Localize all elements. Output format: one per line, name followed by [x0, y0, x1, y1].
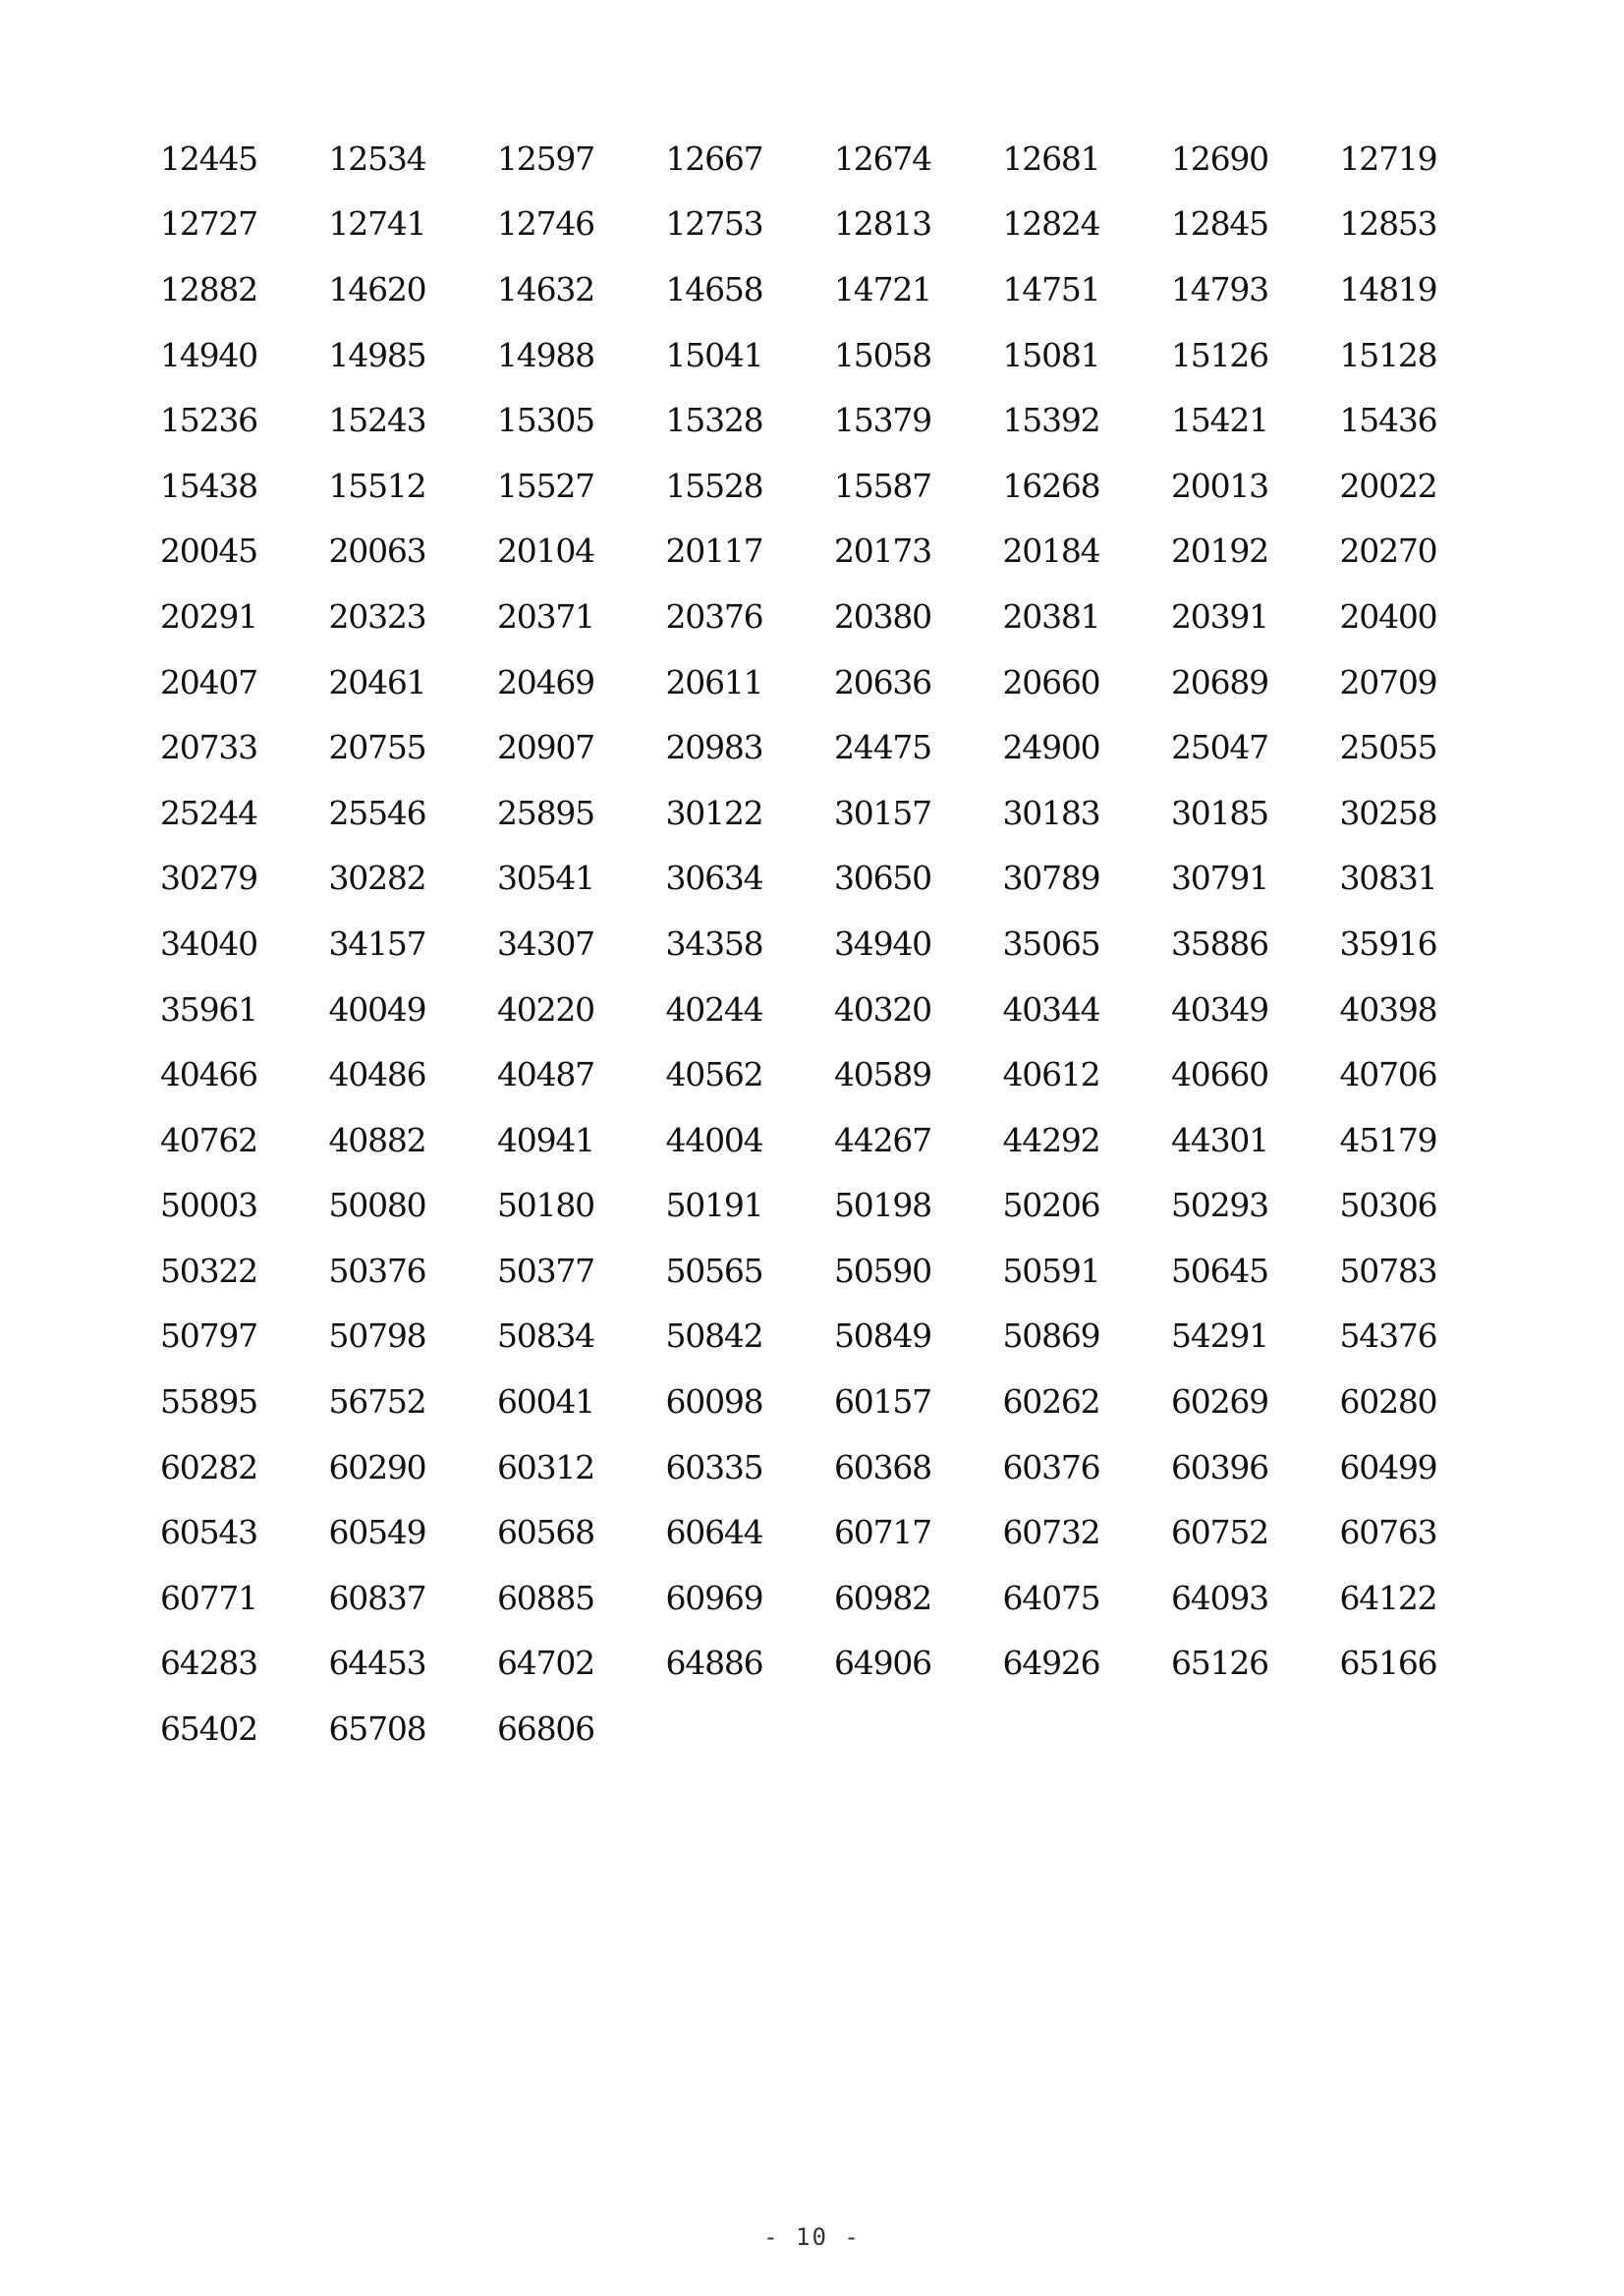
- number-cell: 15243: [328, 401, 426, 440]
- number-cell: 60282: [160, 1447, 257, 1486]
- number-cell: 12534: [328, 139, 426, 178]
- number-cell: 20407: [160, 662, 257, 701]
- number-cell: 12753: [665, 204, 763, 244]
- number-cell: 34157: [328, 924, 426, 963]
- number-cell: 50591: [1002, 1251, 1100, 1290]
- number-cell: 44301: [1171, 1120, 1268, 1159]
- number-cell: 40466: [160, 1055, 257, 1094]
- number-cell: 60543: [160, 1513, 257, 1552]
- number-cell: 25047: [1171, 728, 1268, 767]
- number-cell: 14985: [328, 335, 426, 374]
- number-cell: 60312: [497, 1447, 594, 1486]
- number-cell: 50842: [665, 1316, 763, 1356]
- number-cell: 16268: [1002, 466, 1100, 505]
- number-cell: 20013: [1171, 466, 1268, 505]
- number-cell: 12741: [328, 204, 426, 244]
- number-cell: 40882: [328, 1120, 426, 1159]
- number-cell: 64283: [160, 1644, 257, 1683]
- number-cell: 20611: [665, 662, 763, 701]
- number-cell: 50849: [834, 1316, 931, 1356]
- number-cell: 12681: [1002, 139, 1100, 178]
- number-cell: 64453: [328, 1644, 426, 1683]
- number-cell: 54376: [1339, 1316, 1437, 1356]
- number-cell: 15528: [665, 466, 763, 505]
- number-cell: 60157: [834, 1382, 931, 1422]
- number-cell: 12882: [160, 269, 257, 308]
- number-cell: 20291: [160, 596, 257, 636]
- number-cell: 60732: [1002, 1513, 1100, 1552]
- number-cell: 60098: [665, 1382, 763, 1422]
- number-cell: 60499: [1339, 1447, 1437, 1486]
- number-cell: 15305: [497, 401, 594, 440]
- number-cell: 20270: [1339, 532, 1437, 571]
- number-cell: 30541: [497, 859, 594, 898]
- number-cell: 14940: [160, 335, 257, 374]
- number-cell: 15236: [160, 401, 257, 440]
- number-cell: 20192: [1171, 532, 1268, 571]
- number-cell: 20104: [497, 532, 594, 571]
- number-cell: 44267: [834, 1120, 931, 1159]
- number-cell: 40349: [1171, 989, 1268, 1029]
- number-cell: 30279: [160, 859, 257, 898]
- number-cell: 30258: [1339, 793, 1437, 832]
- number-cell: 12690: [1171, 139, 1268, 178]
- number-cell: 30791: [1171, 859, 1268, 898]
- number-cell: 14658: [665, 269, 763, 308]
- number-cell: 15058: [834, 335, 931, 374]
- number-cell: 40398: [1339, 989, 1437, 1029]
- number-cell: 40941: [497, 1120, 594, 1159]
- number-cell: 30157: [834, 793, 931, 832]
- number-cell: 54291: [1171, 1316, 1268, 1356]
- number-cell: 20755: [328, 728, 426, 767]
- number-cell: 50590: [834, 1251, 931, 1290]
- number-cell: 60969: [665, 1578, 763, 1617]
- number-cell: 50191: [665, 1186, 763, 1225]
- number-cell: 30282: [328, 859, 426, 898]
- number-cell: 12674: [834, 139, 931, 178]
- number-cell: 30634: [665, 859, 763, 898]
- number-cell: 12719: [1339, 139, 1437, 178]
- page-number: - 10 -: [763, 2223, 861, 2251]
- number-cell: 12853: [1339, 204, 1437, 244]
- number-cell: 20469: [497, 662, 594, 701]
- number-cell: 60752: [1171, 1513, 1268, 1552]
- number-cell: 34040: [160, 924, 257, 963]
- number-cell: 30122: [665, 793, 763, 832]
- number-cell: 25055: [1339, 728, 1437, 767]
- number-cell: 60396: [1171, 1447, 1268, 1486]
- number-cell: 15436: [1339, 401, 1437, 440]
- number-cell: 60335: [665, 1447, 763, 1486]
- number-cell: 15126: [1171, 335, 1268, 374]
- number-cell: 50198: [834, 1186, 931, 1225]
- number-cell: 20709: [1339, 662, 1437, 701]
- number-cell: 60368: [834, 1447, 931, 1486]
- number-cell: 12667: [665, 139, 763, 178]
- number-cell: 40612: [1002, 1055, 1100, 1094]
- number-cell: 40220: [497, 989, 594, 1029]
- number-cell: 64093: [1171, 1578, 1268, 1617]
- number-cell: 40589: [834, 1055, 931, 1094]
- number-cell: 66806: [497, 1709, 594, 1749]
- number-cell: 60644: [665, 1513, 763, 1552]
- number-cell: 15438: [160, 466, 257, 505]
- number-cell: 60885: [497, 1578, 594, 1617]
- number-cell: 50797: [160, 1316, 257, 1356]
- number-cell: 40049: [328, 989, 426, 1029]
- number-cell: 20380: [834, 596, 931, 636]
- number-cell: 15328: [665, 401, 763, 440]
- number-cell: 60717: [834, 1513, 931, 1552]
- number-cell: 14988: [497, 335, 594, 374]
- number-cell: 25546: [328, 793, 426, 832]
- number-cell: 20045: [160, 532, 257, 571]
- number-cell: 12813: [834, 204, 931, 244]
- number-cell: 50080: [328, 1186, 426, 1225]
- number-cell: 20400: [1339, 596, 1437, 636]
- number-cell: 15128: [1339, 335, 1437, 374]
- number-cell: 50834: [497, 1316, 594, 1356]
- number-cell: 64906: [834, 1644, 931, 1683]
- number-cell: 60771: [160, 1578, 257, 1617]
- number-cell: 50322: [160, 1251, 257, 1290]
- number-cell: 12727: [160, 204, 257, 244]
- number-cell: 14721: [834, 269, 931, 308]
- numbers-grid: [160, 126, 1508, 1762]
- number-cell: 50206: [1002, 1186, 1100, 1225]
- number-cell: 14793: [1171, 269, 1268, 308]
- number-cell: 44004: [665, 1120, 763, 1159]
- number-cell: 20022: [1339, 466, 1437, 505]
- number-cell: 40562: [665, 1055, 763, 1094]
- number-cell: 25244: [160, 793, 257, 832]
- number-cell: 20907: [497, 728, 594, 767]
- number-cell: 60269: [1171, 1382, 1268, 1422]
- number-cell: 15512: [328, 466, 426, 505]
- number-cell: 60568: [497, 1513, 594, 1552]
- number-cell: 25895: [497, 793, 594, 832]
- number-cell: 12845: [1171, 204, 1268, 244]
- number-cell: 30183: [1002, 793, 1100, 832]
- number-cell: 20376: [665, 596, 763, 636]
- number-cell: 24475: [834, 728, 931, 767]
- number-cell: 64926: [1002, 1644, 1100, 1683]
- number-cell: 50645: [1171, 1251, 1268, 1290]
- number-cell: 20063: [328, 532, 426, 571]
- number-cell: 35961: [160, 989, 257, 1029]
- number-cell: 20184: [1002, 532, 1100, 571]
- number-cell: 20461: [328, 662, 426, 701]
- number-cell: 64702: [497, 1644, 594, 1683]
- number-cell: 56752: [328, 1382, 426, 1422]
- number-cell: 34940: [834, 924, 931, 963]
- number-cell: 40762: [160, 1120, 257, 1159]
- number-cell: 12746: [497, 204, 594, 244]
- number-cell: 60041: [497, 1382, 594, 1422]
- number-cell: 50869: [1002, 1316, 1100, 1356]
- number-cell: 14751: [1002, 269, 1100, 308]
- number-cell: 64886: [665, 1644, 763, 1683]
- number-cell: 50293: [1171, 1186, 1268, 1225]
- number-cell: 40486: [328, 1055, 426, 1094]
- number-cell: 60837: [328, 1578, 426, 1617]
- number-cell: 20636: [834, 662, 931, 701]
- number-cell: 50798: [328, 1316, 426, 1356]
- number-cell: 50565: [665, 1251, 763, 1290]
- number-cell: 34307: [497, 924, 594, 963]
- number-cell: 40244: [665, 989, 763, 1029]
- number-cell: 15392: [1002, 401, 1100, 440]
- number-cell: 20323: [328, 596, 426, 636]
- number-cell: 65708: [328, 1709, 426, 1749]
- number-cell: 15527: [497, 466, 594, 505]
- number-cell: 20117: [665, 532, 763, 571]
- number-cell: 65166: [1339, 1644, 1437, 1683]
- number-cell: 20983: [665, 728, 763, 767]
- number-cell: 30831: [1339, 859, 1437, 898]
- number-cell: 40706: [1339, 1055, 1437, 1094]
- number-cell: 30185: [1171, 793, 1268, 832]
- number-cell: 35916: [1339, 924, 1437, 963]
- number-cell: 40344: [1002, 989, 1100, 1029]
- number-cell: 20733: [160, 728, 257, 767]
- number-cell: 60549: [328, 1513, 426, 1552]
- number-cell: 60982: [834, 1578, 931, 1617]
- number-cell: 40320: [834, 989, 931, 1029]
- number-cell: 60280: [1339, 1382, 1437, 1422]
- number-cell: 50377: [497, 1251, 594, 1290]
- number-cell: 55895: [160, 1382, 257, 1422]
- number-cell: 20173: [834, 532, 931, 571]
- number-cell: 60262: [1002, 1382, 1100, 1422]
- number-cell: 50180: [497, 1186, 594, 1225]
- number-cell: 50376: [328, 1251, 426, 1290]
- number-cell: 40660: [1171, 1055, 1268, 1094]
- number-cell: 60290: [328, 1447, 426, 1486]
- number-cell: 30650: [834, 859, 931, 898]
- number-cell: 50783: [1339, 1251, 1437, 1290]
- number-cell: 12824: [1002, 204, 1100, 244]
- number-cell: 14632: [497, 269, 594, 308]
- number-cell: 14620: [328, 269, 426, 308]
- number-cell: 65126: [1171, 1644, 1268, 1683]
- number-cell: 15587: [834, 466, 931, 505]
- number-cell: 20391: [1171, 596, 1268, 636]
- number-cell: 30789: [1002, 859, 1100, 898]
- number-cell: 60763: [1339, 1513, 1437, 1552]
- number-cell: 40487: [497, 1055, 594, 1094]
- number-cell: 44292: [1002, 1120, 1100, 1159]
- number-cell: 20689: [1171, 662, 1268, 701]
- number-cell: 60376: [1002, 1447, 1100, 1486]
- number-cell: 35065: [1002, 924, 1100, 963]
- number-cell: 15379: [834, 401, 931, 440]
- number-cell: 15421: [1171, 401, 1268, 440]
- number-cell: 50003: [160, 1186, 257, 1225]
- number-cell: 45179: [1339, 1120, 1437, 1159]
- number-cell: 64075: [1002, 1578, 1100, 1617]
- number-cell: 20381: [1002, 596, 1100, 636]
- number-cell: 14819: [1339, 269, 1437, 308]
- number-cell: 20371: [497, 596, 594, 636]
- number-cell: 12445: [160, 139, 257, 178]
- number-cell: 34358: [665, 924, 763, 963]
- number-cell: 35886: [1171, 924, 1268, 963]
- number-cell: 64122: [1339, 1578, 1437, 1617]
- number-cell: 50306: [1339, 1186, 1437, 1225]
- number-cell: 20660: [1002, 662, 1100, 701]
- number-cell: 24900: [1002, 728, 1100, 767]
- number-cell: 12597: [497, 139, 594, 178]
- number-cell: 65402: [160, 1709, 257, 1749]
- number-cell: 15041: [665, 335, 763, 374]
- number-cell: 15081: [1002, 335, 1100, 374]
